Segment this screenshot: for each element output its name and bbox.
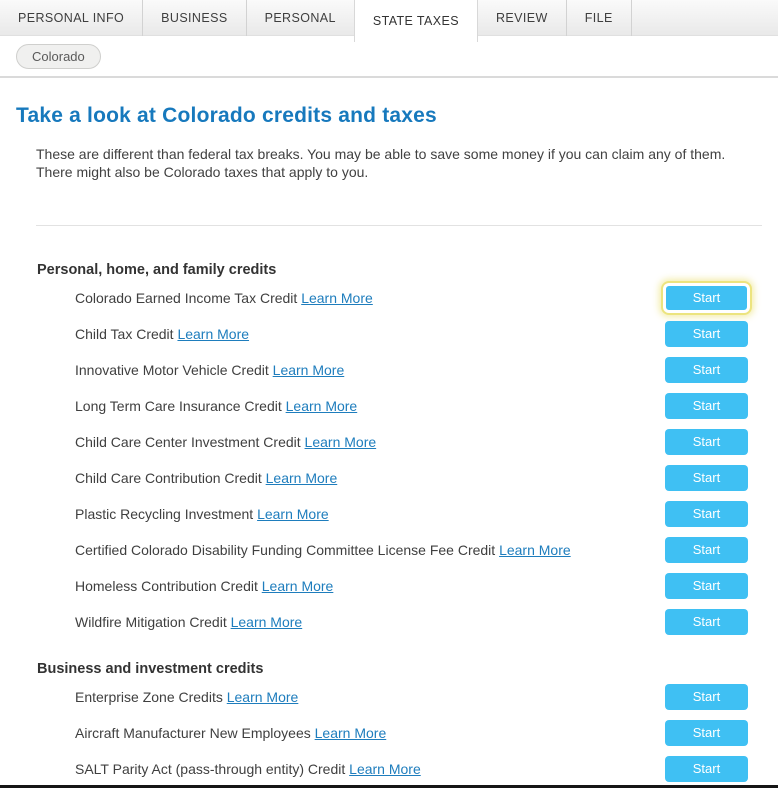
start-button[interactable]: Start <box>665 429 748 455</box>
credit-section <box>16 661 762 782</box>
learn-more-link[interactable]: Learn More <box>226 688 299 705</box>
credit-label: Innovative Motor Vehicle Credit Learn More <box>75 361 345 378</box>
start-button[interactable]: Start <box>665 285 748 311</box>
page-title: Take a look at Colorado credits and taxes <box>16 104 437 127</box>
credit-section <box>16 262 762 635</box>
credit-row <box>75 393 748 419</box>
credit-row <box>75 429 748 455</box>
credit-row <box>75 357 748 383</box>
tab-state-taxes[interactable]: STATE TAXES <box>354 0 478 42</box>
credit-row <box>75 321 748 347</box>
tab-personal[interactable]: PERSONAL <box>247 0 355 36</box>
tab-business[interactable]: BUSINESS <box>143 0 246 36</box>
start-button[interactable]: Start <box>665 573 748 599</box>
credit-label: Child Care Contribution Credit Learn More <box>75 469 338 486</box>
credit-row <box>75 720 748 746</box>
credit-label: Wildfire Mitigation Credit Learn More <box>75 613 303 630</box>
learn-more-link[interactable]: Learn More <box>177 325 250 342</box>
breadcrumb-state-pill[interactable]: Colorado <box>16 44 101 69</box>
learn-more-link[interactable]: Learn More <box>304 433 377 450</box>
credit-label: SALT Parity Act (pass-through entity) Credit Learn More <box>75 760 421 777</box>
start-button[interactable]: Start <box>665 609 748 635</box>
main-content <box>0 104 778 782</box>
tab-personal-info[interactable]: PERSONAL INFO <box>0 0 143 36</box>
learn-more-link[interactable]: Learn More <box>265 469 338 486</box>
intro-text: These are different than federal tax breaks. You may be able to save some money if you can claim any of them. There might also be Colorado taxes that apply to you. <box>36 146 726 181</box>
start-button[interactable]: Start <box>665 537 748 563</box>
credit-label: Enterprise Zone Credits Learn More <box>75 688 299 705</box>
start-button[interactable]: Start <box>665 756 748 782</box>
learn-more-link[interactable]: Learn More <box>349 760 421 777</box>
start-button[interactable]: Start <box>665 720 748 746</box>
credit-row <box>75 501 748 527</box>
start-button[interactable]: Start <box>665 321 748 347</box>
main-tab-bar <box>0 0 778 36</box>
start-button[interactable]: Start <box>665 684 748 710</box>
learn-more-link[interactable]: Learn More <box>272 361 345 378</box>
section-header: Business and investment credits <box>37 660 264 677</box>
credit-row <box>75 684 748 710</box>
credit-label: Plastic Recycling Investment Learn More <box>75 505 329 522</box>
start-button[interactable]: Start <box>665 357 748 383</box>
section-header: Personal, home, and family credits <box>37 261 277 278</box>
start-button[interactable]: Start <box>665 465 748 491</box>
credit-row <box>75 609 748 635</box>
credit-label: Colorado Earned Income Tax Credit Learn More <box>75 289 373 306</box>
breadcrumb <box>0 36 778 76</box>
start-button[interactable]: Start <box>665 393 748 419</box>
credit-label: Homeless Contribution Credit Learn More <box>75 577 334 594</box>
learn-more-link[interactable]: Learn More <box>285 397 358 414</box>
credit-label: Aircraft Manufacturer New Employees Learn More <box>75 724 387 741</box>
learn-more-link[interactable]: Learn More <box>230 613 303 630</box>
credit-label: Child Care Center Investment Credit Learn More <box>75 433 377 450</box>
learn-more-link[interactable]: Learn More <box>261 577 334 594</box>
tab-file[interactable]: FILE <box>567 0 632 36</box>
credit-row <box>75 285 748 311</box>
credit-row <box>75 756 748 782</box>
credit-row <box>75 537 748 563</box>
credit-label: Certified Colorado Disability Funding Committee License Fee Credit Learn More <box>75 541 571 558</box>
credit-row <box>75 465 748 491</box>
learn-more-link[interactable]: Learn More <box>499 541 571 558</box>
header-divider <box>0 76 778 78</box>
credit-row <box>75 573 748 599</box>
learn-more-link[interactable]: Learn More <box>301 289 373 306</box>
credit-label: Long Term Care Insurance Credit Learn More <box>75 397 358 414</box>
tab-review[interactable]: REVIEW <box>478 0 567 36</box>
content-divider <box>36 225 762 226</box>
learn-more-link[interactable]: Learn More <box>314 724 387 741</box>
start-button[interactable]: Start <box>665 501 748 527</box>
learn-more-link[interactable]: Learn More <box>257 505 329 522</box>
credit-label: Child Tax Credit Learn More <box>75 325 250 342</box>
